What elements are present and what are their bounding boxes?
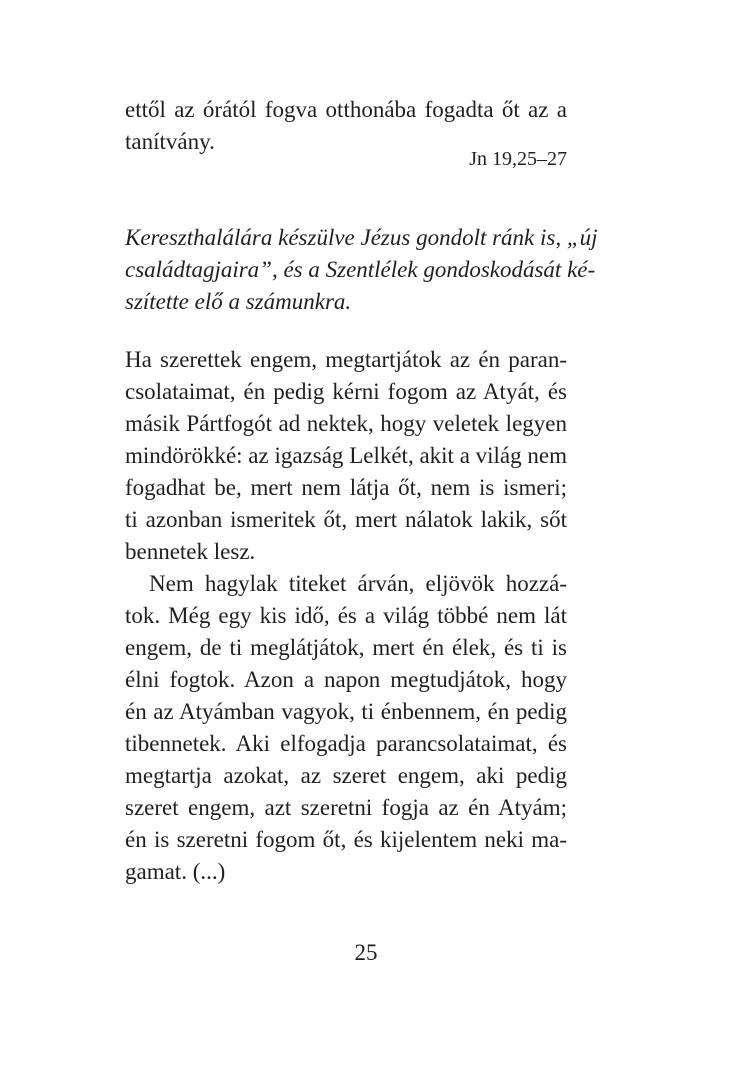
paragraph-2-line-10: gamat. (...): [125, 859, 226, 884]
top-paragraph-line-1: ettől az órától fogva otthonába fogadta őt az a: [125, 97, 567, 122]
paragraph-2-line-9: én is szeretni fogom őt, és kijelentem neki ma-: [125, 827, 567, 852]
paragraph-1-line-1: Ha szerettek engem, megtartjátok az én paran-: [125, 347, 567, 372]
paragraph-1-line-2: csolataimat, én pedig kérni fogom az Atyát, és: [125, 379, 567, 404]
paragraph-2-line-3: engem, de ti meglátjátok, mert én élek, és ti is: [125, 635, 567, 660]
bible-reference: Jn 19,25–27: [469, 148, 567, 170]
paragraph-2-line-5: én az Atyámban vagyok, ti énbennem, én pedig: [125, 699, 567, 724]
paragraph-2-line-7: megtartja azokat, az szeret engem, aki pedig: [125, 763, 567, 788]
italic-paragraph-line-2: családtagjaira”, és a Szentlélek gondoskodását ké-: [125, 257, 596, 282]
paragraph-1-line-3: másik Pártfogót ad nektek, hogy veletek legyen: [125, 411, 567, 436]
italic-paragraph-line-1: Kereszthalálára készülve Jézus gondolt ránk is, „új: [125, 225, 598, 250]
paragraph-1-line-7: bennetek lesz.: [125, 539, 256, 564]
paragraph-1-line-4: mindörökké: az igazság Lelkét, akit a világ nem: [125, 443, 567, 468]
top-paragraph-line-2: tanítvány.: [125, 129, 215, 154]
page-number: 25: [354, 940, 378, 965]
paragraph-2-line-2: tok. Még egy kis idő, és a világ többé nem lát: [125, 603, 567, 628]
paragraph-2-line-6: tibennetek. Aki elfogadja parancsolataimat, és: [125, 731, 567, 756]
paragraph-2-line-8: szeret engem, azt szeretni fogja az én Atyám;: [125, 795, 567, 820]
italic-paragraph-line-3: szítette elő a számunkra.: [125, 289, 352, 314]
paragraph-1-line-6: ti azonban ismeritek őt, mert nálatok lakik, sőt: [125, 507, 567, 532]
paragraph-2-line-1: Nem hagylak titeket árván, eljövök hozzá-: [149, 571, 567, 596]
paragraph-2-line-4: élni fogtok. Azon a napon megtudjátok, hogy: [125, 667, 567, 692]
paragraph-1-line-5: fogadhat be, mert nem látja őt, nem is ismeri;: [125, 475, 567, 500]
